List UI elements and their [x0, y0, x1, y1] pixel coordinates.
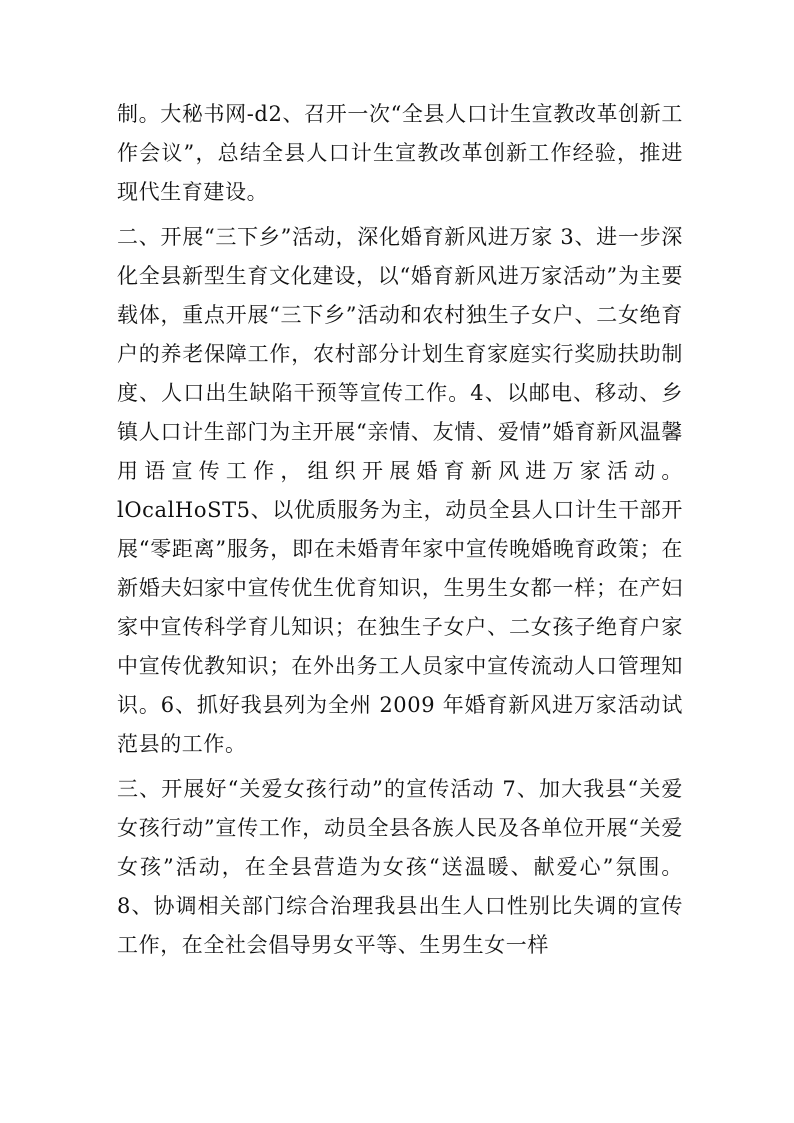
paragraph-3: 三、开展好“关爱女孩行动”的宣传活动 7、加大我县“关爱女孩行动”宣传工作，动员全县各族人民及各单位开展“关爱女孩”活动，在全县营造为女孩“送温暖、献爱心”氛围。8、协调相关部门综合治理我县出生人口性别比失调的宣传工作，在全社会倡导男女平等、生男生女一样 [117, 777, 683, 957]
paragraph-1: 制。大秘书网-d2、召开一次“全县人口计生宣教改革创新工作会议”，总结全县人口计生宣教改革创新工作经验，推进现代生育建设。 [117, 102, 683, 204]
document-body [117, 95, 683, 965]
paragraph-2: 二、开展“三下乡”活动，深化婚育新风进万家 3、进一步深化全县新型生育文化建设，以“婚育新风进万家活动”为主要载体，重点开展“三下乡”活动和农村独生子女户、二女绝育户的养老保障工作，农村部分计划生育家庭实行奖励扶助制度、人口出生缺陷干预等宣传工作。4、以邮电、移动、乡镇人口计生部门为主开展“亲情、友情、爱情”婚育新风温馨用语宣传工作，组织开展婚育新风进万家活动。lOcalHoST5、以优质服务为主，动员全县人口计生干部开展“零距离”服务，即在未婚青年家中宣传晚婚晚育政策；在新婚夫妇家中宣传优生优育知识，生男生女都一样；在产妇家中宣传科学育儿知识；在独生子女户、二女孩子绝育户家中宣传优教知识；在外出务工人员家中宣传流动人口管理知识。6、抓好我县列为全州 2009 年婚育新风进万家活动试范县的工作。 [117, 225, 683, 756]
